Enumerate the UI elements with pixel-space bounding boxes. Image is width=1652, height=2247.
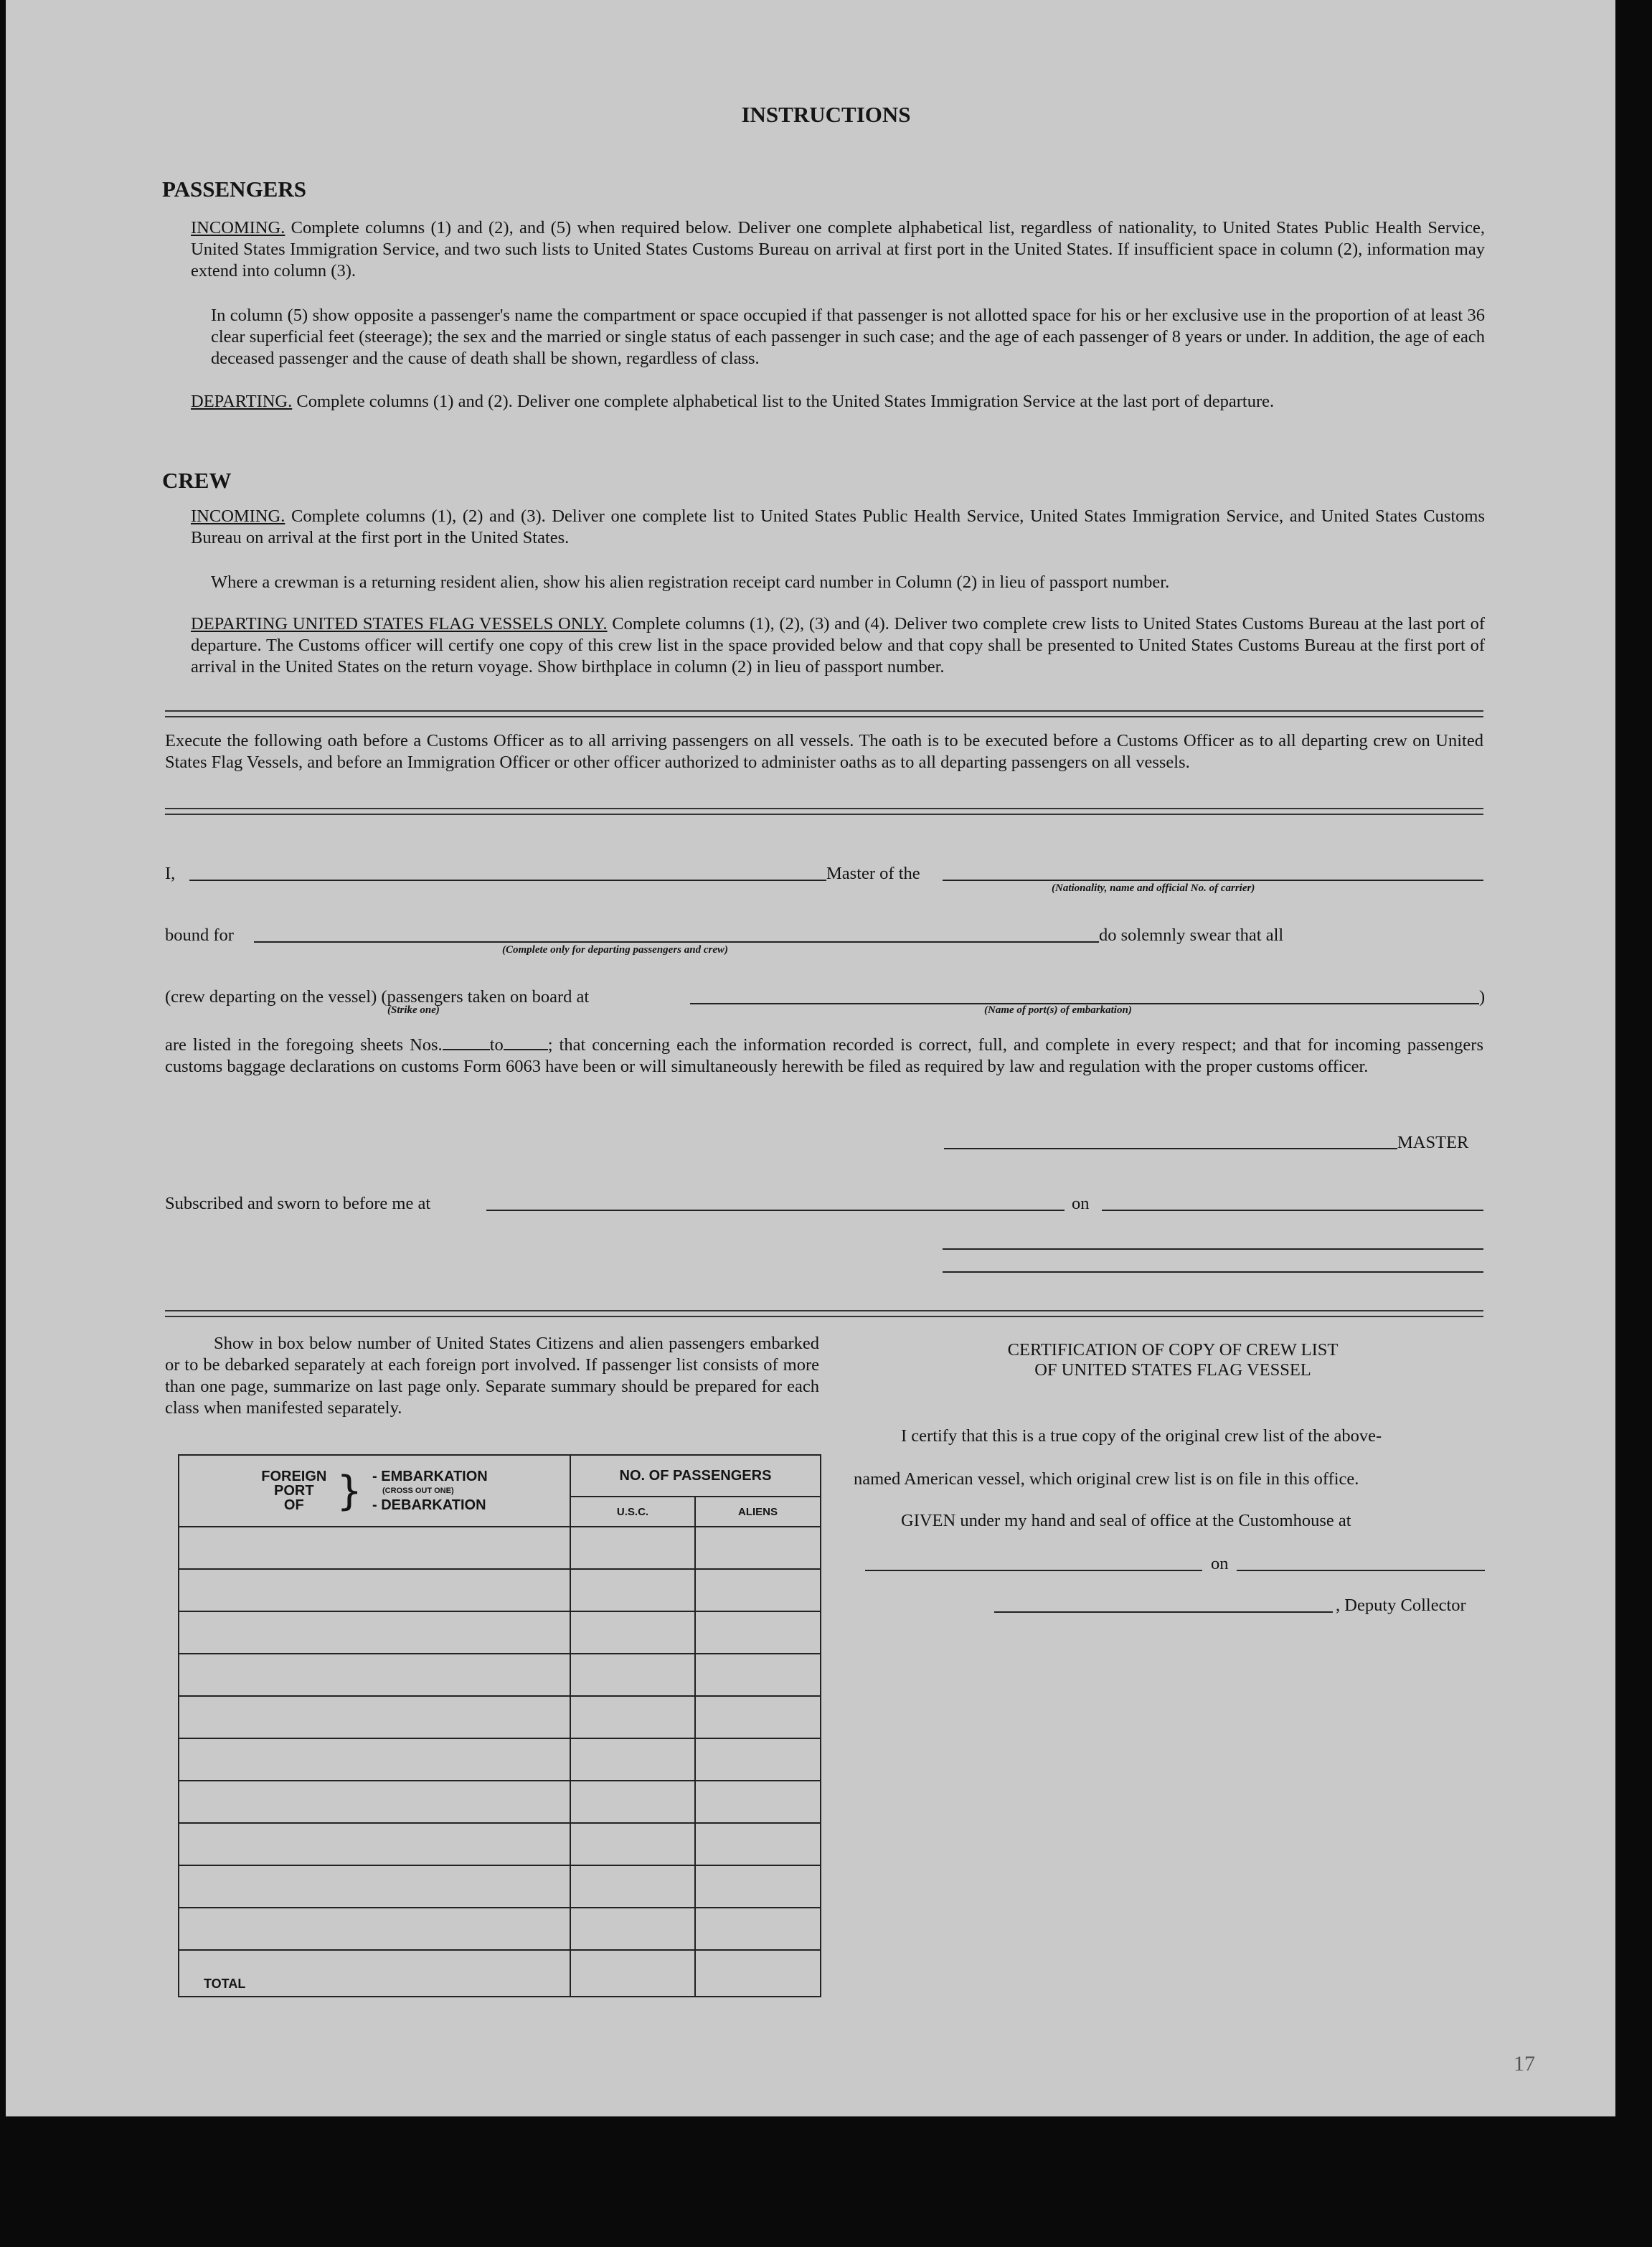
embarkation-option[interactable]: - EMBARKATION xyxy=(372,1469,488,1484)
aliens-cell[interactable] xyxy=(695,1696,821,1738)
crew-departing-strike: (crew departing on the vessel) (passengers taken on board at xyxy=(165,987,590,1007)
aliens-cell[interactable] xyxy=(695,1738,821,1781)
departing-note: (Complete only for departing passengers and crew) xyxy=(502,944,728,956)
close-paren: ) xyxy=(1479,987,1486,1007)
port-header xyxy=(179,1455,570,1527)
certification-heading xyxy=(861,1340,1485,1380)
subscribed-on-label: on xyxy=(1072,1194,1090,1213)
port-cell[interactable] xyxy=(179,1738,570,1781)
divider xyxy=(165,710,1483,717)
port-cell[interactable] xyxy=(179,1654,570,1696)
bound-for-field[interactable] xyxy=(254,941,1099,943)
port-cell[interactable] xyxy=(179,1696,570,1738)
usc-header: U.S.C. xyxy=(570,1497,695,1527)
usc-cell[interactable] xyxy=(570,1527,695,1569)
aliens-cell[interactable] xyxy=(695,1611,821,1654)
total-label: TOTAL xyxy=(179,1950,570,1997)
page-title: INSTRUCTIONS xyxy=(741,102,911,127)
master-of-the-label: Master of the xyxy=(826,864,920,883)
usc-cell[interactable] xyxy=(570,1611,695,1654)
divider xyxy=(165,808,1483,815)
certification-heading-line1: CERTIFICATION OF COPY OF CREW LIST xyxy=(1007,1340,1339,1360)
passengers-incoming-text: Complete columns (1) and (2), and (5) when required below. Deliver one complete alphabetical list, regardless of nationality, to United States Public Health Service, United States Immigration Service, and two such lists to United States Customs Bureau on arrival at first port in the United States. If insufficient space in column (2), information may extend into column (3). xyxy=(191,218,1486,281)
table-row xyxy=(179,1696,821,1738)
certification-heading-line2: OF UNITED STATES FLAG VESSEL xyxy=(1034,1360,1311,1380)
oath-i: I, xyxy=(165,864,176,883)
foreign-label: FOREIGN xyxy=(261,1469,327,1484)
port-label: PORT xyxy=(274,1483,314,1499)
oath-listed xyxy=(165,1035,1483,1078)
master-name-field[interactable] xyxy=(189,880,826,881)
aliens-cell[interactable] xyxy=(695,1654,821,1696)
customhouse-field[interactable] xyxy=(865,1570,1202,1571)
bound-for-label: bound for xyxy=(165,925,234,945)
port-cell[interactable] xyxy=(179,1527,570,1569)
brace-icon: } xyxy=(336,1467,363,1515)
carrier-note: (Nationality, name and official No. of carrier) xyxy=(1052,882,1255,894)
crew-incoming-text: Complete columns (1), (2) and (3). Deliver one complete list to United States Public Health Service, United States Immigration Service, and United States Customs Bureau on arrival at the first port in the United States. xyxy=(191,507,1486,547)
table-row xyxy=(179,1611,821,1654)
summary-instructions: Show in box below number of United States Citizens and alien passengers embarked or to be debarked separately at each foreign port involved. If passenger list consists of more than one page, summarize on last page only. Separate summary should be prepared for each class when manifested separately. xyxy=(165,1334,819,1418)
usc-cell[interactable] xyxy=(570,1823,695,1865)
usc-cell[interactable] xyxy=(570,1865,695,1908)
crew-heading: CREW xyxy=(162,468,232,493)
port-cell[interactable] xyxy=(179,1569,570,1611)
oath-intro: Execute the following oath before a Customs Officer as to all arriving passengers on all vessels. The oath is to be executed before a Customs Officer as to all departing crew on United States Flag Vessels, and before an Immigration Officer or other officer authorized to administer oaths as to all departing passengers on all vessels. xyxy=(165,731,1483,772)
crew-departing xyxy=(191,613,1485,678)
port-cell[interactable] xyxy=(179,1908,570,1950)
master-signature-field[interactable] xyxy=(944,1148,1397,1149)
page-number: 17 xyxy=(1514,2052,1535,2076)
table-row xyxy=(179,1527,821,1569)
table-row xyxy=(179,1569,821,1611)
total-usc-cell[interactable] xyxy=(570,1950,695,1997)
usc-cell[interactable] xyxy=(570,1781,695,1823)
officer-signature-field[interactable] xyxy=(943,1248,1483,1250)
port-cell[interactable] xyxy=(179,1823,570,1865)
listed-to: to xyxy=(489,1035,504,1055)
certify-line2: named American vessel, which original crew list is on file in this office. xyxy=(854,1469,1359,1489)
deputy-signature-field[interactable] xyxy=(994,1611,1333,1613)
subscribed-place-field[interactable] xyxy=(486,1210,1065,1211)
port-cell[interactable] xyxy=(179,1865,570,1908)
subscribed-date-field[interactable] xyxy=(1102,1210,1483,1211)
usc-cell[interactable] xyxy=(570,1569,695,1611)
aliens-cell[interactable] xyxy=(695,1527,821,1569)
no-of-passengers-header: NO. OF PASSENGERS xyxy=(570,1455,821,1497)
ports-note: (Name of port(s) of embarkation) xyxy=(984,1004,1132,1016)
deputy-collector-label: , Deputy Collector xyxy=(1336,1596,1466,1615)
carrier-field[interactable] xyxy=(943,880,1483,881)
divider xyxy=(165,1310,1483,1317)
aliens-cell[interactable] xyxy=(695,1908,821,1950)
debarkation-option[interactable]: - DEBARKATION xyxy=(372,1497,486,1513)
passengers-incoming xyxy=(191,217,1485,282)
aliens-header: ALIENS xyxy=(695,1497,821,1527)
table-row xyxy=(179,1865,821,1908)
do-swear-text: do solemnly swear that all xyxy=(1099,925,1284,945)
crew-departing-text: Complete columns (1), (2), (3) and (4). Deliver two complete crew lists to United States Customs Bureau at the last port of departure. The Customs officer will certify one copy of this crew list in the space provided below and that copy shall be presented to United States Customs Bureau at the first port of arrival in the United States on the return voyage. Show birthplace in column (2) in lieu of passport number. xyxy=(191,614,1485,677)
sheet-to-field[interactable] xyxy=(504,1049,548,1050)
aliens-cell[interactable] xyxy=(695,1865,821,1908)
passengers-column5-text: In column (5) show opposite a passenger's name the compartment or space occupied if that passenger is not allotted space for his or her exclusive use in the proportion of at least 36 clear superficial feet (steerage); the sex and the married or single status of each passenger in such case; and the age of each passenger of 8 years or under. In addition, the age of each deceased passenger and the cause of death shall be shown, regardless of class. xyxy=(211,306,1485,368)
usc-cell[interactable] xyxy=(570,1738,695,1781)
crew-incoming xyxy=(191,506,1485,549)
table-row xyxy=(179,1654,821,1696)
usc-cell[interactable] xyxy=(570,1654,695,1696)
aliens-cell[interactable] xyxy=(695,1823,821,1865)
crew-incoming-label: INCOMING. xyxy=(191,507,285,526)
of-label: OF xyxy=(283,1497,304,1513)
passengers-incoming-label: INCOMING. xyxy=(191,218,285,237)
subscribed-label: Subscribed and sworn to before me at xyxy=(165,1194,431,1213)
passengers-departing-text: Complete columns (1) and (2). Deliver one complete alphabetical list to the United States Immigration Service at the last port of departure. xyxy=(296,392,1275,411)
table-row xyxy=(179,1781,821,1823)
table-row xyxy=(179,1908,821,1950)
listed-text-b: ; that concerning each the information recorded is correct, full, and complete in every respect; and that for incoming passengers customs baggage declarations on customs Form 6063 have been or will simultaneously herewith be filed as required by law and regulation with the proper customs officer. xyxy=(165,1035,1483,1076)
certify-on-label: on xyxy=(1211,1554,1229,1573)
certify-date-field[interactable] xyxy=(1237,1570,1485,1571)
passenger-summary-table xyxy=(178,1454,821,1997)
certify-line1: I certify that this is a true copy of the original crew list of the above- xyxy=(901,1426,1382,1446)
cross-out-note: (CROSS OUT ONE) xyxy=(382,1487,454,1495)
listed-text-a: are listed in the foregoing sheets Nos. xyxy=(165,1035,443,1055)
total-aliens-cell[interactable] xyxy=(695,1950,821,1997)
port-cell[interactable] xyxy=(179,1611,570,1654)
table-row xyxy=(179,1823,821,1865)
sheet-from-field[interactable] xyxy=(443,1049,490,1050)
port-cell[interactable] xyxy=(179,1781,570,1823)
usc-cell[interactable] xyxy=(570,1696,695,1738)
aliens-cell[interactable] xyxy=(695,1569,821,1611)
passengers-departing-label: DEPARTING. xyxy=(191,392,293,411)
aliens-cell[interactable] xyxy=(695,1781,821,1823)
crew-departing-label: DEPARTING UNITED STATES FLAG VESSELS ONLY. xyxy=(191,614,608,633)
usc-cell[interactable] xyxy=(570,1908,695,1950)
table-row xyxy=(179,1738,821,1781)
crew-returning-text: Where a crewman is a returning resident alien, show his alien registration receipt card number in Column (2) in lieu of passport number. xyxy=(211,573,1170,592)
strike-one-note: (Strike one) xyxy=(387,1004,440,1016)
certify-line3: GIVEN under my hand and seal of office at the Customhouse at xyxy=(901,1511,1351,1530)
passengers-departing xyxy=(191,391,1485,413)
passengers-heading: PASSENGERS xyxy=(162,176,306,202)
master-label: MASTER xyxy=(1397,1133,1469,1152)
officer-title-field[interactable] xyxy=(943,1271,1483,1273)
